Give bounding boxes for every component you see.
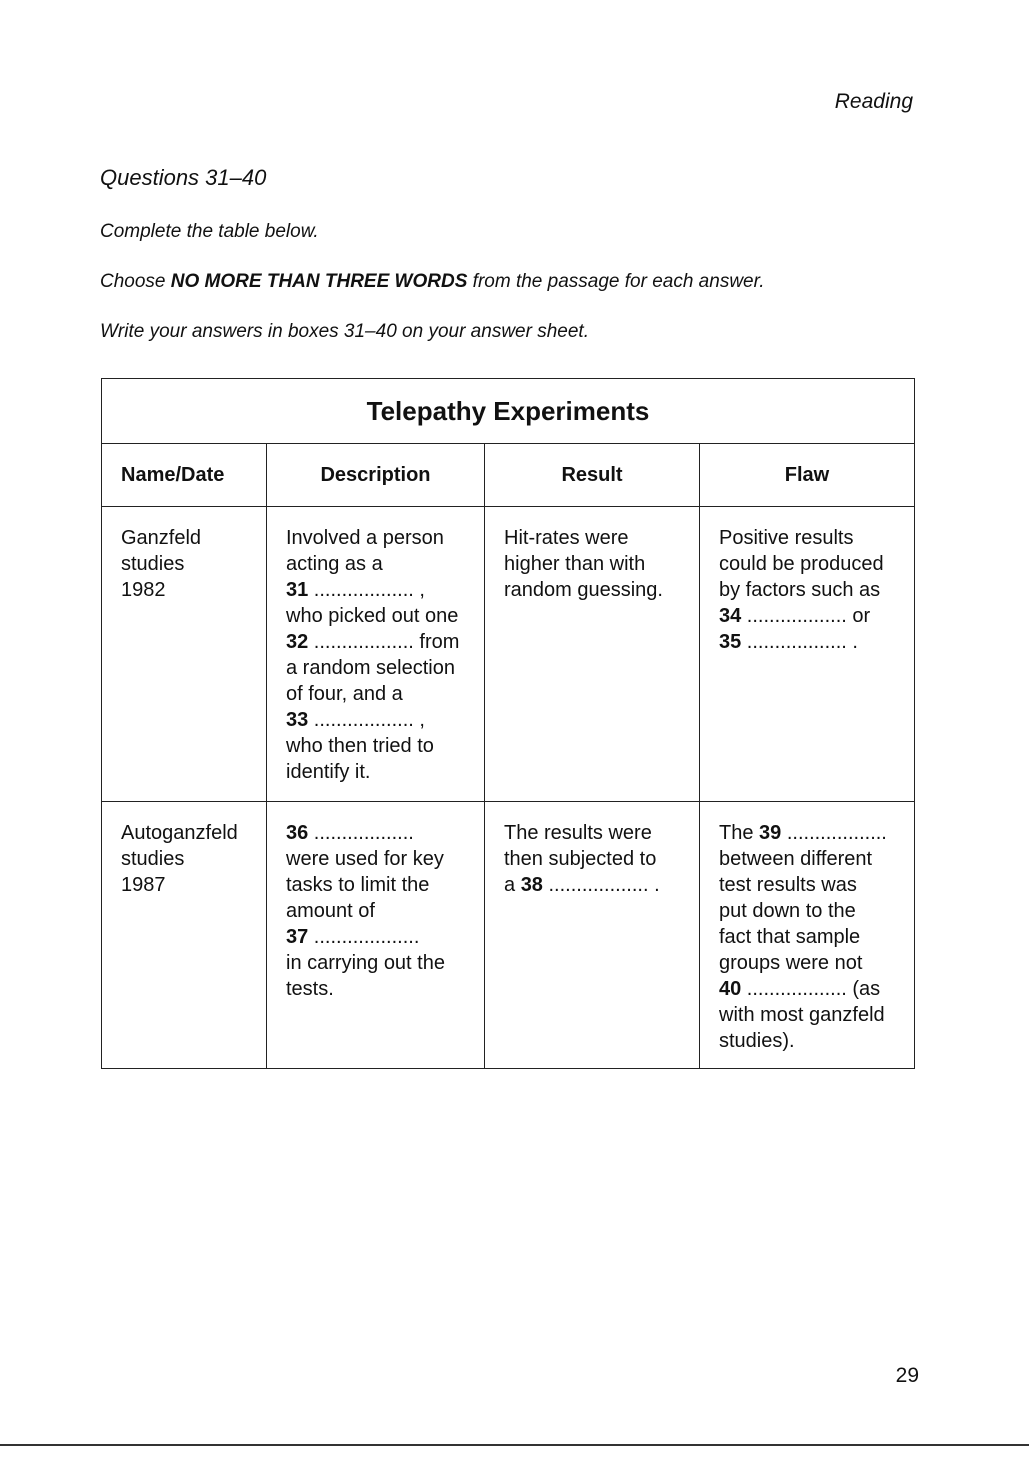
text-line: studies). [719,1030,795,1052]
cell-description [267,507,485,802]
answer-gap-40 [719,976,900,1002]
text-line: identify it. [286,761,371,783]
gap-dots: .................. [308,822,414,844]
bottom-divider [0,1444,1029,1446]
question-number-35: 35 [719,631,742,653]
study-name: Autoganzfeld [121,822,238,844]
question-number-39: 39 [759,822,782,844]
telepathy-table [101,378,915,1069]
text-line: higher than with [504,553,646,575]
answer-gap-33 [286,707,470,733]
text-line: Involved a person [286,527,444,549]
answer-gap-35 [719,629,900,655]
answer-gap-31 [286,577,470,603]
gap-dots: .................. from [308,631,460,653]
study-year: 1982 [121,579,166,601]
table-title: Telepathy Experiments [102,379,915,444]
question-number-37: 37 [286,926,309,948]
gap-dots: .................. . [741,631,858,653]
gap-dots: .................. (as [741,978,881,1000]
text-line: acting as a [286,553,383,575]
cell-name-date [102,507,267,802]
text-line: tasks to limit the [286,874,430,896]
gap-dots: ................... [308,926,420,948]
cell-result [485,507,700,802]
column-header-result: Result [485,444,700,507]
question-number-34: 34 [719,605,742,627]
instruction-line-2-start: Choose [100,271,171,292]
text-line: were used for key [286,848,444,870]
instructions [100,165,930,371]
text-line: a random selection [286,657,455,679]
question-number-33: 33 [286,709,309,731]
cell-result [485,802,700,1069]
question-number-36: 36 [286,822,309,844]
word-limit: NO MORE THAN THREE WORDS [170,271,468,292]
page-number: 29 [895,1364,919,1387]
study-name: Ganzfeld [121,527,202,549]
instruction-line-2-end: from the passage for each answer. [467,271,765,292]
text-line: Hit-rates were [504,527,629,549]
gap-dots: .................. . [542,874,660,896]
question-number-31: 31 [286,579,309,601]
table-row-autoganzfeld [102,802,915,1069]
cell-flaw [700,802,915,1069]
answer-gap-39 [719,820,900,846]
question-number-38: 38 [520,874,543,896]
instruction-line-1: Complete the table below. [100,221,319,242]
text-line: in carrying out the [286,952,445,974]
gap-dots: .................. , [308,579,425,601]
text-line: could be produced [719,553,884,575]
text-line: random guessing. [504,579,663,601]
study-year: 1987 [121,874,166,896]
text-line: then subjected to [504,848,657,870]
questions-title: Questions 31–40 [100,165,267,190]
answer-gap-38 [504,872,685,898]
column-header-flaw: Flaw [700,444,915,507]
study-label: studies [121,848,185,870]
text-line: of four, and a [286,683,403,705]
text-line: test results was [719,874,857,896]
text-line: groups were not [719,952,863,974]
text-line: fact that sample [719,926,861,948]
answer-gap-34 [719,603,900,629]
text-line: who then tried to [286,735,434,757]
text-line: by factors such as [719,579,881,601]
text-line: who picked out one [286,605,459,627]
text-line: put down to the [719,900,856,922]
gap-dots: .................. [781,822,887,844]
table-row-ganzfeld [102,507,915,802]
text-line: Positive results [719,527,854,549]
cell-name-date [102,802,267,1069]
gap-dots: .................. or [741,605,871,627]
study-label: studies [121,553,185,575]
text-line: amount of [286,900,375,922]
text-line: tests. [286,978,334,1000]
gap-dots: .................. , [308,709,425,731]
instruction-line-3: Write your answers in boxes 31–40 on your answer sheet. [100,321,589,342]
text-fragment: a [504,874,521,896]
question-number-32: 32 [286,631,309,653]
text-line: The results were [504,822,652,844]
text-line: with most ganzfeld [719,1004,885,1026]
question-number-40: 40 [719,978,742,1000]
column-header-name-date: Name/Date [102,444,267,507]
text-fragment: The [719,822,760,844]
section-header: Reading [834,90,913,113]
answer-gap-36 [286,820,470,846]
text-line: between different [719,848,873,870]
cell-flaw [700,507,915,802]
answer-gap-37 [286,924,470,950]
cell-description [267,802,485,1069]
column-header-description: Description [267,444,485,507]
instruction-line-2 [100,271,930,293]
answer-gap-32 [286,629,470,655]
